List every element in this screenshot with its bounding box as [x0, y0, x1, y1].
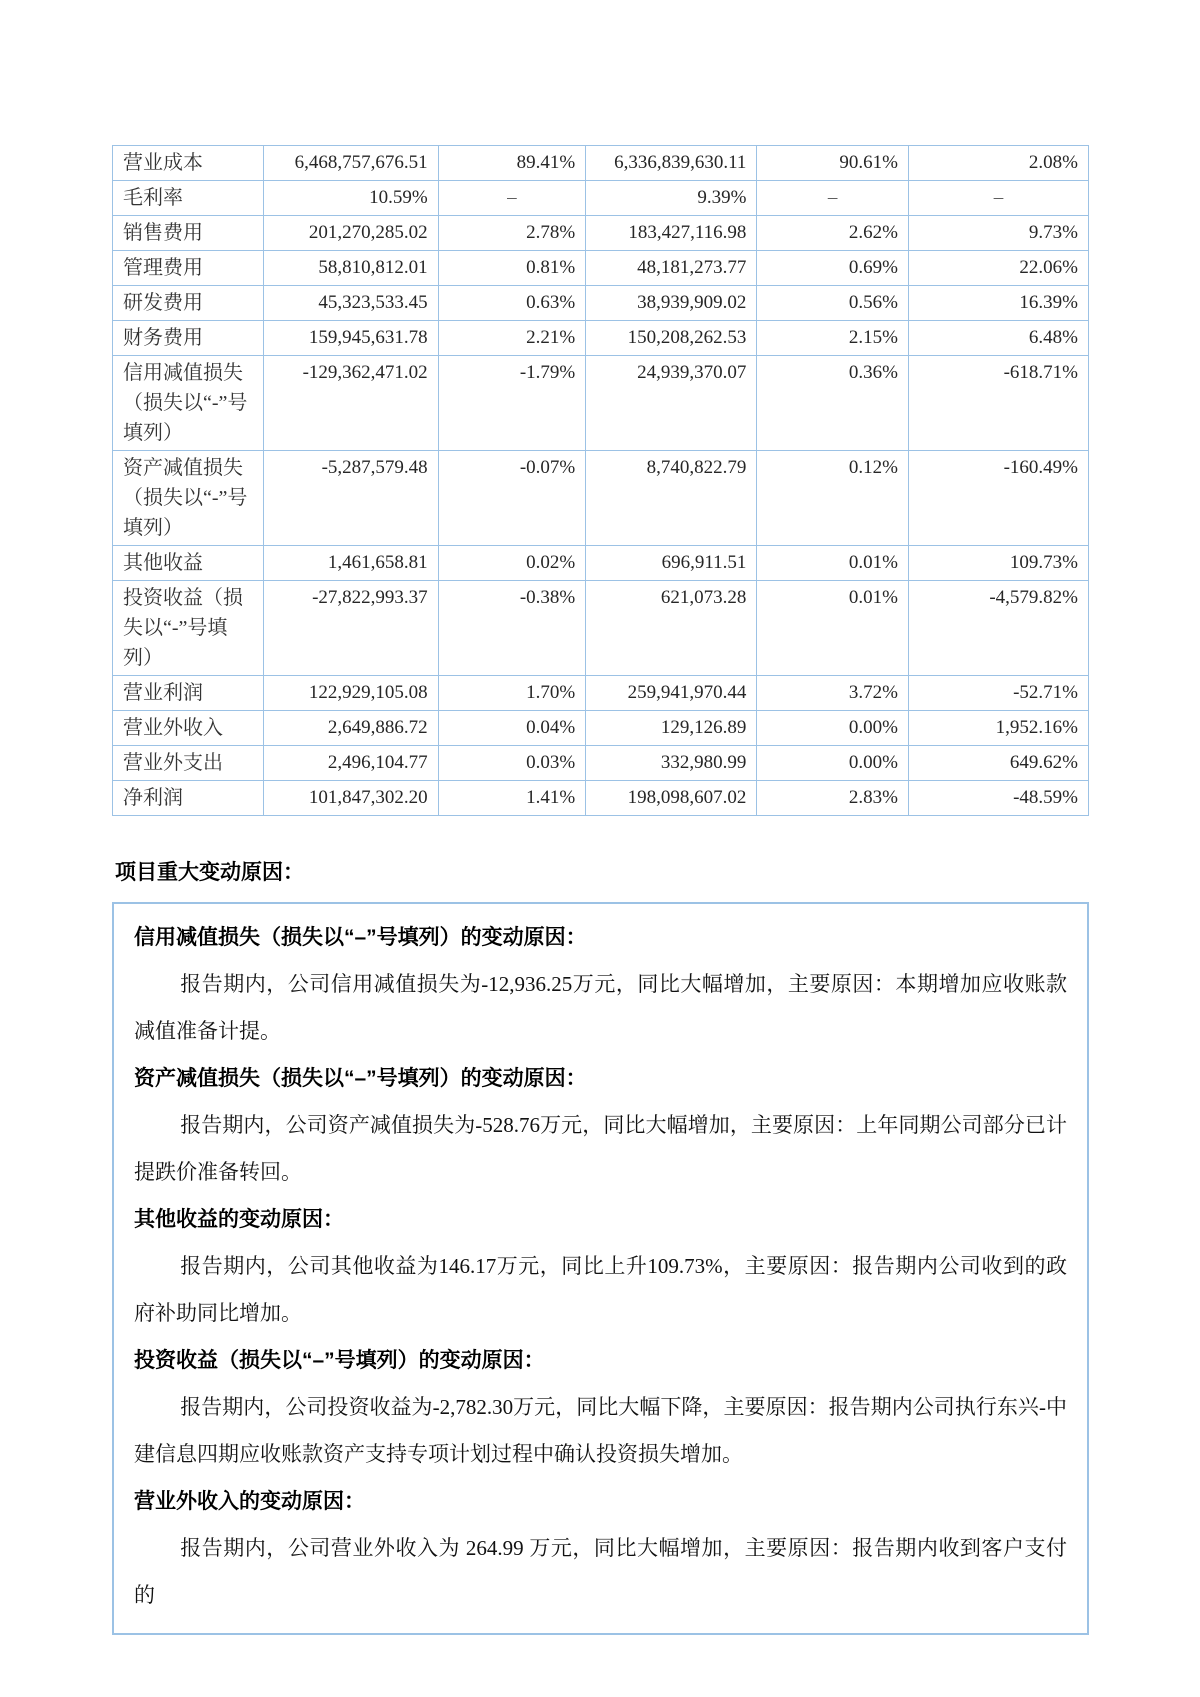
table-cell: 109.73% — [908, 546, 1088, 581]
reason-paragraph: 报告期内，公司营业外收入为 264.99 万元，同比大幅增加，主要原因：报告期内收到客户支付的 — [134, 1536, 1067, 1607]
table-cell: 90.61% — [757, 146, 909, 181]
table-cell: 0.03% — [438, 746, 586, 781]
table-cell: 696,911.51 — [586, 546, 757, 581]
table-row — [113, 251, 1089, 286]
table-cell: -5,287,579.48 — [263, 451, 438, 546]
table-cell: 0.81% — [438, 251, 586, 286]
table-cell: 0.36% — [757, 356, 909, 451]
table-cell: 0.00% — [757, 711, 909, 746]
table-cell: 24,939,370.07 — [586, 356, 757, 451]
table-cell: -160.49% — [908, 451, 1088, 546]
table-cell: 183,427,116.98 — [586, 216, 757, 251]
table-row — [113, 746, 1089, 781]
section-heading: 项目重大变动原因： — [115, 861, 304, 884]
table-cell: 10.59% — [263, 181, 438, 216]
row-label: 销售费用 — [113, 216, 264, 251]
table-cell: 0.12% — [757, 451, 909, 546]
table-cell: -4,579.82% — [908, 581, 1088, 676]
row-label: 营业利润 — [113, 676, 264, 711]
table-cell: 6,468,757,676.51 — [263, 146, 438, 181]
table-cell: 159,945,631.78 — [263, 321, 438, 356]
table-cell: -1.79% — [438, 356, 586, 451]
table-cell: 6.48% — [908, 321, 1088, 356]
table-cell: 0.69% — [757, 251, 909, 286]
table-cell: -129,362,471.02 — [263, 356, 438, 451]
table-cell: – — [908, 181, 1088, 216]
reason-paragraph: 报告期内，公司投资收益为-2,782.30万元，同比大幅下降，主要原因：报告期内公司执行东兴-中建信息四期应收账款资产支持专项计划过程中确认投资损失增加。 — [134, 1395, 1067, 1466]
table-row — [113, 676, 1089, 711]
reason-title: 资产减值损失（损失以“–”号填列）的变动原因： — [134, 1067, 587, 1090]
page-content — [112, 145, 1089, 1635]
table-cell: 2.08% — [908, 146, 1088, 181]
table-row — [113, 581, 1089, 676]
table-cell: 0.63% — [438, 286, 586, 321]
table-cell: 2.62% — [757, 216, 909, 251]
table-cell: 2.15% — [757, 321, 909, 356]
table-cell: -618.71% — [908, 356, 1088, 451]
table-cell: 2.83% — [757, 781, 909, 816]
reason-title: 投资收益（损失以“–”号填列）的变动原因： — [134, 1349, 545, 1372]
table-cell: -0.07% — [438, 451, 586, 546]
table-cell: 2.21% — [438, 321, 586, 356]
table-cell: 8,740,822.79 — [586, 451, 757, 546]
table-row — [113, 286, 1089, 321]
table-cell: 2.78% — [438, 216, 586, 251]
reason-paragraph: 报告期内，公司资产减值损失为-528.76万元，同比大幅增加，主要原因：上年同期公司部分已计提跌价准备转回。 — [134, 1113, 1067, 1184]
table-cell: 0.56% — [757, 286, 909, 321]
row-label: 资产减值损失（损失以“-”号填列） — [113, 451, 264, 546]
table-cell: 1.41% — [438, 781, 586, 816]
table-row — [113, 451, 1089, 546]
row-label: 毛利率 — [113, 181, 264, 216]
table-cell: 122,929,105.08 — [263, 676, 438, 711]
row-label: 管理费用 — [113, 251, 264, 286]
table-cell: 198,098,607.02 — [586, 781, 757, 816]
table-row — [113, 216, 1089, 251]
table-cell: 89.41% — [438, 146, 586, 181]
table-cell: 259,941,970.44 — [586, 676, 757, 711]
row-label: 信用减值损失（损失以“-”号填列） — [113, 356, 264, 451]
reason-title: 信用减值损失（损失以“–”号填列）的变动原因： — [134, 926, 587, 949]
row-label: 研发费用 — [113, 286, 264, 321]
table-cell: 0.00% — [757, 746, 909, 781]
reasons-box — [112, 902, 1089, 1635]
table-cell: 9.39% — [586, 181, 757, 216]
table-cell: – — [438, 181, 586, 216]
table-cell: 332,980.99 — [586, 746, 757, 781]
row-label: 营业外收入 — [113, 711, 264, 746]
table-row — [113, 711, 1089, 746]
row-label: 营业外支出 — [113, 746, 264, 781]
reason-paragraph: 报告期内，公司信用减值损失为-12,936.25万元，同比大幅增加，主要原因：本期增加应收账款减值准备计提。 — [134, 972, 1067, 1043]
table-cell: 1,952.16% — [908, 711, 1088, 746]
table-cell: 58,810,812.01 — [263, 251, 438, 286]
row-label: 净利润 — [113, 781, 264, 816]
row-label: 其他收益 — [113, 546, 264, 581]
table-cell: 2,496,104.77 — [263, 746, 438, 781]
table-cell: 101,847,302.20 — [263, 781, 438, 816]
table-cell: 38,939,909.02 — [586, 286, 757, 321]
table-cell: 45,323,533.45 — [263, 286, 438, 321]
table-cell: 1,461,658.81 — [263, 546, 438, 581]
table-row — [113, 146, 1089, 181]
row-label: 营业成本 — [113, 146, 264, 181]
table-cell: 201,270,285.02 — [263, 216, 438, 251]
table-row — [113, 321, 1089, 356]
table-row — [113, 546, 1089, 581]
reason-title: 其他收益的变动原因： — [134, 1208, 344, 1231]
table-row — [113, 181, 1089, 216]
table-cell: 0.01% — [757, 546, 909, 581]
table-row — [113, 781, 1089, 816]
table-cell: 22.06% — [908, 251, 1088, 286]
table-cell: -48.59% — [908, 781, 1088, 816]
table-cell: 649.62% — [908, 746, 1088, 781]
table-cell: 9.73% — [908, 216, 1088, 251]
row-label: 财务费用 — [113, 321, 264, 356]
table-cell: 16.39% — [908, 286, 1088, 321]
table-cell: 1.70% — [438, 676, 586, 711]
table-cell: -0.38% — [438, 581, 586, 676]
financial-items-table — [112, 145, 1089, 816]
table-cell: 150,208,262.53 — [586, 321, 757, 356]
table-cell: 621,073.28 — [586, 581, 757, 676]
table-cell: 6,336,839,630.11 — [586, 146, 757, 181]
table-row — [113, 356, 1089, 451]
reason-title: 营业外收入的变动原因： — [134, 1490, 365, 1513]
table-cell: 48,181,273.77 — [586, 251, 757, 286]
table-cell: -27,822,993.37 — [263, 581, 438, 676]
reason-paragraph: 报告期内，公司其他收益为146.17万元，同比上升109.73%，主要原因：报告期内公司收到的政府补助同比增加。 — [134, 1254, 1067, 1325]
table-cell: 129,126.89 — [586, 711, 757, 746]
table-cell: 0.02% — [438, 546, 586, 581]
table-cell: -52.71% — [908, 676, 1088, 711]
table-cell: – — [757, 181, 909, 216]
table-cell: 2,649,886.72 — [263, 711, 438, 746]
table-cell: 0.01% — [757, 581, 909, 676]
row-label: 投资收益（损失以“-”号填列） — [113, 581, 264, 676]
table-cell: 0.04% — [438, 711, 586, 746]
table-cell: 3.72% — [757, 676, 909, 711]
